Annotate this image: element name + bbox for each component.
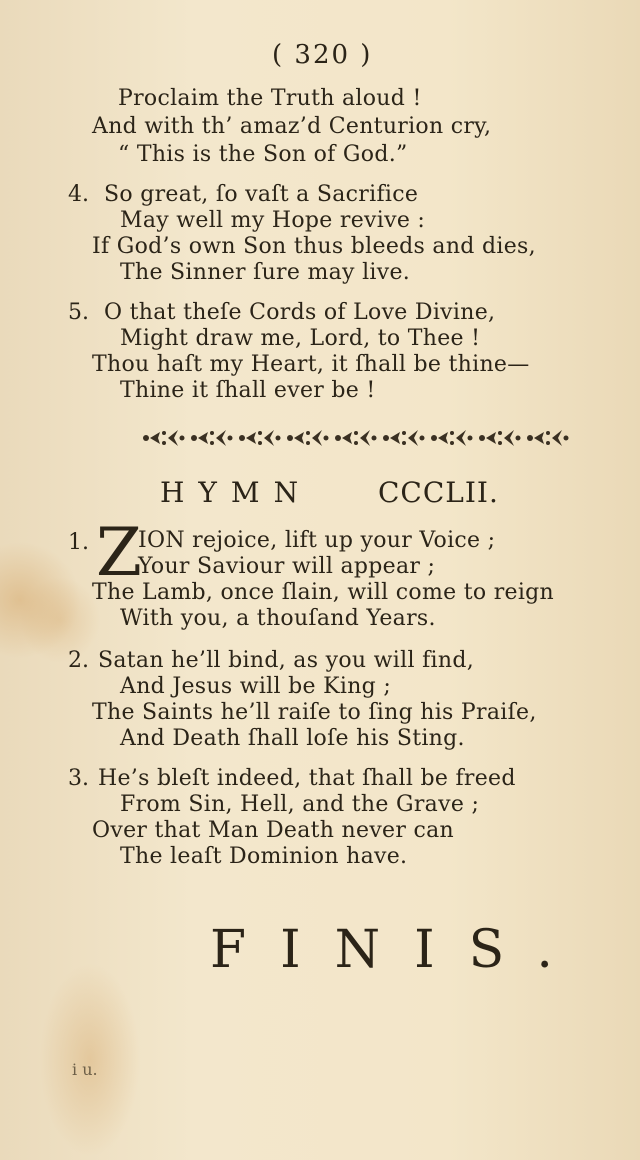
hymn-line: May well my Hope revive : [120, 208, 426, 233]
hymn-title: HYMN [160, 476, 313, 509]
hymn-line: Thine it ſhall ever be ! [120, 378, 376, 403]
hymn-line: Your Saviour will appear ; [138, 554, 436, 579]
signature-mark: i u. [72, 1060, 98, 1079]
hymn-line: And Jesus will be King ; [120, 674, 392, 699]
hymn-line: Over that Man Death never can [92, 818, 454, 843]
hymn-line: From Sin, Hell, and the Grave ; [120, 792, 480, 817]
hymn-line: Thou haſt my Heart, it ſhall be thine— [92, 352, 530, 377]
hymn-line: He’s bleſt indeed, that ſhall be freed [98, 766, 516, 791]
page-number: ( 320 ) [272, 40, 373, 70]
verse-number: 5. [68, 300, 89, 325]
hymn-line: Satan he’ll bind, as you will find, [98, 648, 475, 673]
hymn-line: The Lamb, once ſlain, will come to reign [92, 580, 555, 605]
hymn-line: So great, ſo vaſt a Sacrifice [104, 182, 419, 207]
hymn-line: And Death ſhall loſe his Sting. [120, 726, 465, 751]
hymn-line: If God’s own Son thus bleeds and dies, [92, 234, 536, 259]
hymn-line: With you, a thouſand Years. [120, 606, 436, 631]
verse-number: 3. [68, 766, 89, 791]
hymn-line: O that theſe Cords of Love Divine, [104, 300, 496, 325]
hymn-line: ION rejoice, lift up your Voice ; [138, 528, 496, 553]
hymn-number: CCCLII. [378, 476, 499, 509]
verse-number: 2. [68, 648, 89, 673]
hymn-line: The Sinner ſure may live. [120, 260, 411, 285]
hymn-line: The leaſt Dominion have. [120, 844, 408, 869]
ornament-divider-icon [140, 424, 580, 452]
finis-heading: FINIS. [210, 920, 587, 980]
hymn-line: The Saints he’ll raiſe to ſing his Praiſe, [92, 700, 537, 725]
hymn-line: Proclaim the Truth aloud ! [118, 86, 422, 111]
hymn-line: Might draw me, Lord, to Thee ! [120, 326, 481, 351]
verse-number: 4. [68, 182, 89, 207]
verse-number: 1. [68, 530, 89, 555]
drop-cap: Z [96, 514, 142, 591]
hymn-line: And with th’ amaz’d Centurion cry, [92, 114, 492, 139]
hymn-line: “ This is the Son of God.” [118, 142, 408, 167]
